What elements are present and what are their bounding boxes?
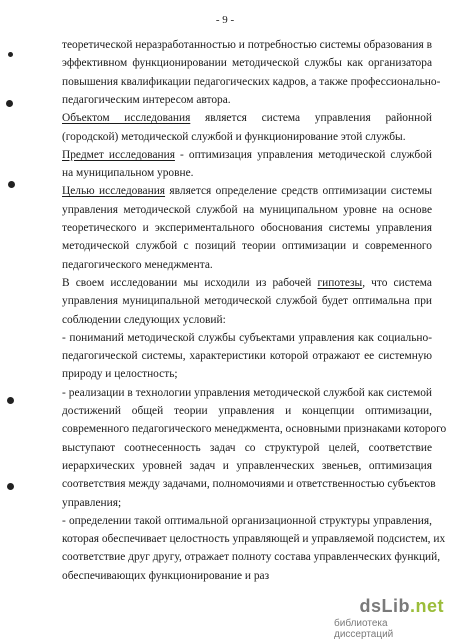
text-line — [62, 404, 432, 418]
watermark-subtitle: библиотека диссертаций — [334, 618, 394, 640]
text-line — [62, 38, 432, 52]
margin-dot — [8, 181, 15, 188]
text-line — [62, 550, 441, 564]
text-line — [62, 93, 432, 107]
text-line — [62, 386, 432, 400]
text-span: педагогическим интересом автора. — [62, 93, 231, 106]
margin-dot — [6, 100, 13, 107]
text-span: управления методической службой на муниципальном уровне на основе — [62, 203, 432, 216]
page-number: - 9 - — [215, 14, 235, 26]
text-line — [62, 331, 432, 345]
text-span: методической службой с позиций теории оптимизации и современного — [62, 240, 432, 253]
text-line — [62, 422, 447, 436]
text-line — [62, 166, 432, 180]
text-span: обеспечивающих функционирование и раз — [62, 569, 270, 582]
text-line — [62, 477, 436, 491]
text-span: - определении такой оптимальной организационной структуры управления, — [62, 514, 432, 527]
text-span: В своем исследовании мы исходили из рабочей — [62, 276, 318, 289]
text-line — [62, 294, 432, 308]
text-span: управления муниципальной методической службой будет оптимальна при — [62, 295, 432, 308]
text-span: соответствия между задачами, полномочиями и ответственностью субъектов — [62, 478, 436, 491]
text-span: - оптимизация управления методической службой — [174, 148, 432, 161]
watermark-logo-main: dsLib — [359, 596, 410, 616]
text-line — [62, 258, 432, 272]
text-span: иерархических уровней задач и управленческих звеньев, оптимизация — [62, 459, 432, 472]
text-line — [62, 239, 432, 253]
text-span: - пониманий методической службы субъектами управления как социально- — [62, 331, 432, 344]
underlined-term: Объектом исследования — [62, 112, 191, 125]
text-line — [62, 532, 446, 546]
text-line — [62, 184, 432, 198]
text-span: на муниципальном уровне. — [62, 167, 194, 180]
margin-dot — [7, 483, 14, 490]
text-span: теоретической неразработанностью и потребностью системы образования в — [62, 39, 432, 51]
text-span: - реализации в технологии управления методической службой как системой — [62, 386, 432, 399]
text-line — [62, 569, 432, 583]
text-span: природу и целостность; — [62, 368, 178, 381]
text-line — [62, 313, 432, 327]
text-span: достижений общей теории управления и концепции оптимизации, — [62, 405, 432, 417]
text-span: является определение средств оптимизации системы — [165, 185, 432, 198]
text-line — [62, 349, 432, 363]
watermark-logo — [359, 596, 444, 617]
text-line — [62, 441, 432, 455]
text-span: теоретического и экспериментального обоснования системы управления — [62, 222, 432, 234]
text-line — [62, 367, 432, 381]
underlined-term: гипотезы — [317, 276, 363, 289]
margin-dot — [7, 397, 14, 404]
text-line — [62, 514, 432, 528]
text-span: которая обеспечивает целостность управляющей и управляемой подсистем, их — [62, 533, 446, 546]
text-span: выступают соотнесенность задач со структурой целей, соответствие — [62, 441, 432, 454]
text-span: управления; — [62, 496, 122, 509]
text-span: соблюдении следующих условий: — [62, 313, 226, 326]
text-span: педагогической системы, характеристики которой отражают ее системную — [62, 350, 432, 363]
text-line — [62, 203, 432, 217]
text-span: соответствие друг другу, отражает полноту состава управленческих функций, — [62, 551, 441, 564]
text-line — [62, 496, 432, 510]
text-line — [62, 56, 432, 70]
text-span: является система управления районной — [190, 112, 432, 125]
text-span: , что система — [362, 276, 432, 289]
text-span: повышения квалификации педагогических кадров, а также профессионально- — [62, 75, 441, 88]
text-span: современного педагогического менеджмента, основными признаками которого — [62, 423, 447, 436]
text-span: эффективном функционировании методической службы как организатора — [62, 57, 432, 70]
underlined-term: Целью исследования — [62, 185, 166, 198]
text-line — [62, 276, 432, 290]
text-line — [62, 111, 432, 125]
margin-dot — [8, 52, 13, 57]
text-span: (городской) методической службой и функционирование этой службы. — [62, 130, 406, 143]
text-line — [62, 221, 432, 235]
text-line — [62, 75, 441, 89]
text-line — [62, 459, 432, 473]
text-line — [62, 130, 432, 144]
text-span: педагогического менеджмента. — [62, 258, 213, 271]
dslib-watermark — [334, 596, 444, 640]
watermark-logo-accent: .net — [409, 596, 444, 616]
text-line — [62, 148, 432, 162]
underlined-term: Предмет исследования — [62, 148, 175, 161]
